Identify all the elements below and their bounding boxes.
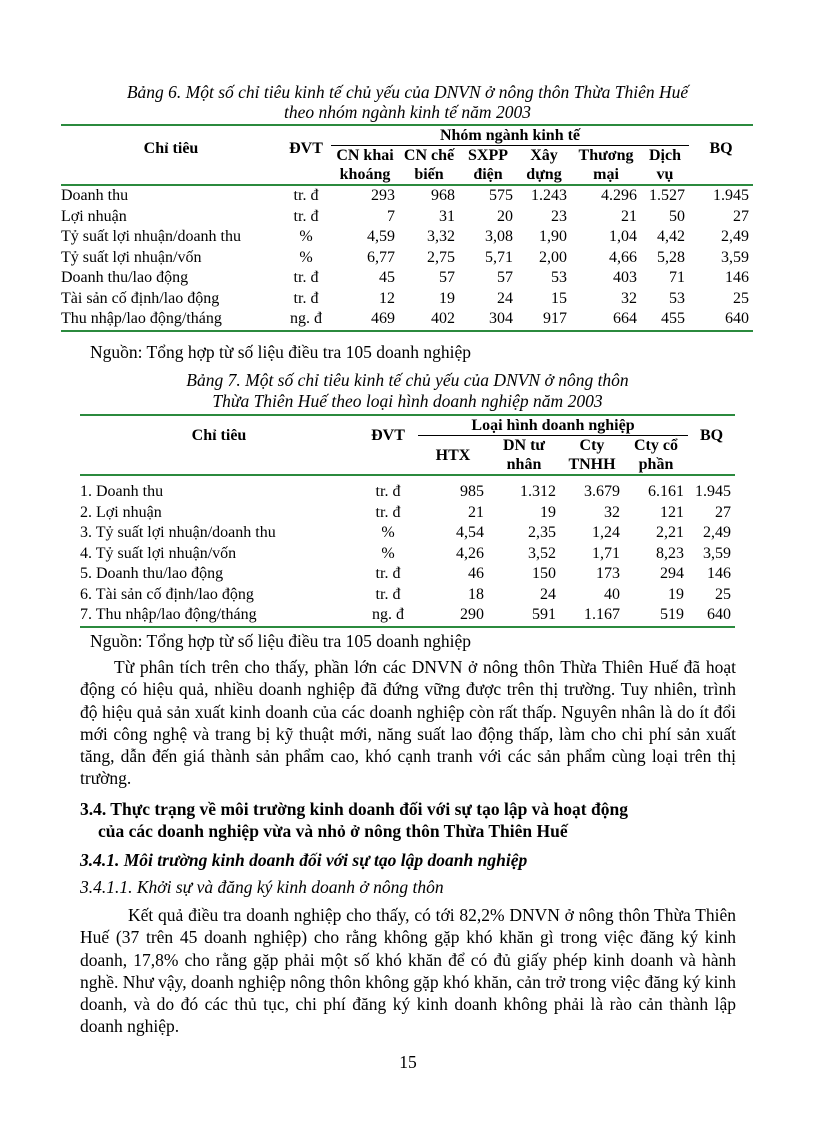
table-cell: 3,52 (528, 544, 556, 562)
table-cell: 985 (460, 483, 484, 500)
table-cell: 3,08 (485, 228, 513, 245)
table-cell: 455 (661, 310, 685, 327)
table-cell: 146 (725, 269, 749, 286)
table6-col-header: Dịch vụ (649, 147, 681, 183)
table6-caption-line2: theo nhóm ngành kinh tế năm 2003 (284, 102, 531, 122)
table-cell: 31 (439, 207, 455, 225)
row-label: 2. Lợi nhuận (80, 503, 162, 521)
table-row (61, 185, 753, 207)
table6-caption-line1: Bảng 6. Một số chỉ tiêu kinh tế chủ yếu của DNVN ở nông thôn Thừa Thiên Huế (126, 82, 689, 102)
table-cell: 2,00 (539, 248, 567, 266)
table-cell: 1.312 (520, 483, 556, 500)
table-cell: 50 (669, 207, 685, 225)
table-cell: 57 (439, 269, 455, 286)
table-cell: 71 (669, 269, 685, 286)
table-cell: 20 (497, 207, 513, 225)
table-cell: 21 (621, 207, 637, 225)
table-cell: 57 (497, 269, 513, 286)
heading-3-4-1-1: 3.4.1.1. Khởi sự và đăng ký kinh doanh ở nông thôn (80, 877, 444, 897)
table-cell: 12 (379, 289, 395, 307)
table-cell: 403 (613, 269, 637, 286)
table-cell: 968 (431, 187, 455, 204)
table-cell: 18 (468, 585, 484, 603)
row-unit: ng. đ (372, 606, 404, 623)
table-cell: 3,59 (703, 544, 731, 562)
table-cell: 2,75 (427, 248, 455, 266)
table-cell: 19 (668, 585, 684, 603)
row-label: Tài sản cố định/lao động (61, 289, 220, 307)
table-row (61, 248, 753, 269)
table-cell: 5,71 (485, 248, 513, 266)
row-unit: % (381, 544, 395, 562)
table-cell: 46 (468, 565, 484, 582)
table-cell: 5,28 (657, 248, 685, 266)
table-cell: 1.945 (695, 483, 731, 500)
table-cell: 8,23 (656, 544, 684, 562)
page-number: 15 (399, 1052, 417, 1072)
paragraph-1-text: Từ phân tích trên cho thấy, phần lớn các DNVN ở nông thôn Thừa Thiên Huế đã hoạt động có hiệu quả, nhiều doanh nghiệp đã đứng vững được trên thị trường. Tuy nhiên, trình độ hiệu quả sản xuất kinh doanh của các doanh nghiệp còn rất thấp. Nguyên nhân là do ít đổi mới công nghệ và trang bị kỹ thuật mới, năng suất lao động thấp, làm cho chi phí sản xuất tăng, dẫn đến giá thành sản phẩm cao, khó cạnh tranh với các sản phẩm cùng loại trên thị trường. (80, 657, 736, 789)
table-cell: 4,26 (456, 544, 484, 562)
row-label: Thu nhập/lao động/tháng (61, 310, 222, 327)
row-label: Doanh thu/lao động (61, 269, 189, 286)
table-cell: 15 (551, 289, 567, 307)
row-unit: % (299, 228, 313, 245)
table-row (80, 482, 735, 503)
table-cell: 4,42 (657, 228, 685, 245)
table-cell: 469 (371, 310, 395, 327)
table-row (80, 523, 735, 544)
table-cell: 19 (540, 503, 556, 521)
row-label: Tỷ suất lợi nhuận/vốn (61, 248, 202, 266)
row-unit: tr. đ (293, 207, 319, 225)
table-row (61, 207, 753, 228)
table-cell: 6,77 (367, 248, 395, 266)
table-cell: 4,59 (367, 228, 395, 245)
table-cell: 40 (604, 585, 620, 603)
paragraph-1 (80, 656, 736, 790)
table7-header-avg: BQ (688, 415, 735, 475)
paragraph-2-text: Kết quả điều tra doanh nghiệp cho thấy, có tới 82,2% DNVN ở nông thôn Thừa Thiên Huế (37 trên 45 doanh nghiệp) cho rằng không gặp khó khăn gì trong việc đăng ký kinh doanh, 17,8% cho rằng gặp phải một số khó khăn để có đủ giấy phép kinh doanh và hành nghề. Như vậy, doanh nghiệp nông thôn không gặp khó khăn, cản trở trong việc đăng ký kinh doanh, và do đó các thủ tục, chi phí đăng ký kinh doanh không phải là rào cản thành lập doanh nghiệp. (80, 905, 736, 1037)
table6-col-header: Thương mại (578, 147, 634, 183)
table-row (80, 544, 735, 565)
table-cell: 2,49 (721, 228, 749, 245)
table-cell: 664 (613, 310, 637, 327)
table6-col-header: SXPP điện (468, 147, 508, 183)
table-cell: 7 (387, 207, 395, 225)
table-cell: 32 (604, 503, 620, 521)
table-cell: 150 (532, 565, 556, 582)
table6-col-header: CN chế biến (403, 147, 455, 183)
heading-3-4-line2: của các doanh nghiệp vừa và nhỏ ở nông thôn Thừa Thiên Huế (98, 821, 568, 841)
table-cell: 4,66 (609, 248, 637, 266)
row-label: 7. Thu nhập/lao động/tháng (80, 606, 257, 623)
table7-col-header: HTX (435, 446, 471, 464)
table7-col-header: Cty cổ phần (634, 437, 678, 473)
table-cell: 3.679 (584, 483, 620, 500)
row-unit: tr. đ (293, 187, 319, 204)
table6-header-indicator: Chỉ tiêu (61, 125, 281, 185)
table-row (61, 227, 753, 248)
table-cell: 575 (489, 187, 513, 204)
table-cell: 25 (715, 585, 731, 603)
row-unit: tr. đ (375, 585, 401, 603)
table-cell: 53 (669, 289, 685, 307)
table-cell: 27 (733, 207, 749, 225)
table-cell: 53 (551, 269, 567, 286)
table-cell: 3,32 (427, 228, 455, 245)
table-cell: 519 (660, 606, 684, 623)
paragraph-2 (80, 904, 736, 1038)
table6 (61, 124, 753, 332)
table6-header-group: Nhóm ngành kinh tế (331, 125, 689, 146)
row-label: 6. Tài sản cố định/lao động (80, 585, 254, 603)
table-cell: 25 (733, 289, 749, 307)
table-cell: 640 (725, 310, 749, 327)
row-label: Lợi nhuận (61, 207, 127, 225)
table-row (61, 309, 753, 331)
table7-col-header: DN tư nhân (502, 437, 546, 473)
table-row (61, 289, 753, 310)
table-cell: 121 (660, 503, 684, 521)
table-cell: 4.296 (601, 187, 637, 204)
table-cell: 173 (596, 565, 620, 582)
table7-col-header: Cty TNHH (568, 437, 616, 473)
table-cell: 591 (532, 606, 556, 623)
table-row (80, 564, 735, 585)
row-unit: tr. đ (293, 269, 319, 286)
table-cell: 24 (497, 289, 513, 307)
table-cell: 24 (540, 585, 556, 603)
table7 (80, 414, 735, 628)
table7-caption-line2: Thừa Thiên Huế theo loại hình doanh nghiệp năm 2003 (212, 391, 603, 411)
table-cell: 1,71 (592, 544, 620, 562)
row-label: Tỷ suất lợi nhuận/doanh thu (61, 228, 241, 245)
table6-col-header: CN khai khoáng (336, 147, 394, 183)
table-cell: 640 (707, 606, 731, 623)
row-unit: % (381, 524, 395, 541)
table-cell: 6.161 (648, 483, 684, 500)
row-unit: ng. đ (290, 310, 322, 327)
table6-header-avg: BQ (689, 125, 753, 185)
row-unit: tr. đ (375, 503, 401, 521)
table-cell: 1.243 (531, 187, 567, 204)
table-cell: 1.167 (584, 606, 620, 623)
table-cell: 19 (439, 289, 455, 307)
table7-header-group: Loại hình doanh nghiệp (418, 415, 688, 436)
table6-col-header: Xây dựng (526, 147, 562, 183)
table-cell: 2,21 (656, 524, 684, 541)
table-cell: 1.945 (713, 187, 749, 204)
table-cell: 290 (460, 606, 484, 623)
row-label: 1. Doanh thu (80, 483, 164, 500)
table-cell: 23 (551, 207, 567, 225)
table7-caption-line1: Bảng 7. Một số chỉ tiêu kinh tế chủ yếu của DNVN ở nông thôn (186, 370, 629, 390)
row-unit: tr. đ (375, 565, 401, 582)
row-label: 4. Tỷ suất lợi nhuận/vốn (80, 544, 237, 562)
table-cell: 1,90 (539, 228, 567, 245)
table-row (80, 585, 735, 606)
table-cell: 45 (379, 269, 395, 286)
table-cell: 294 (660, 565, 684, 582)
row-unit: tr. đ (293, 289, 319, 307)
table6-source: Nguồn: Tổng hợp từ số liệu điều tra 105 doanh nghiệp (90, 342, 472, 362)
table-cell: 27 (715, 503, 731, 521)
table-cell: 2,49 (703, 524, 731, 541)
row-label: 3. Tỷ suất lợi nhuận/doanh thu (80, 524, 276, 541)
heading-3-4-1: 3.4.1. Môi trường kinh doanh đối với sự tạo lập doanh nghiệp (80, 850, 528, 870)
heading-3-4 (80, 798, 740, 842)
table-row (80, 605, 735, 627)
table-cell: 293 (371, 187, 395, 204)
table-cell: 32 (621, 289, 637, 307)
table7-header-unit: ĐVT (358, 415, 418, 475)
table-cell: 3,59 (721, 248, 749, 266)
heading-3-4-line1: 3.4. Thực trạng về môi trường kinh doanh đối với sự tạo lập và hoạt động (80, 799, 628, 819)
table-cell: 1,04 (609, 228, 637, 245)
row-label: 5. Doanh thu/lao động (80, 565, 224, 582)
row-unit: tr. đ (375, 483, 401, 500)
table-row (61, 268, 753, 289)
table-row (80, 503, 735, 524)
table-cell: 1,24 (592, 524, 620, 541)
table-cell: 1.527 (649, 187, 685, 204)
table-cell: 146 (707, 565, 731, 582)
table7-header-indicator: Chỉ tiêu (80, 415, 358, 475)
table-cell: 917 (543, 310, 567, 327)
table7-source: Nguồn: Tổng hợp từ số liệu điều tra 105 doanh nghiệp (90, 631, 472, 651)
table-cell: 21 (468, 503, 484, 521)
row-unit: % (299, 248, 313, 266)
table-cell: 4,54 (456, 524, 484, 541)
table-cell: 2,35 (528, 524, 556, 541)
table-cell: 304 (489, 310, 513, 327)
table6-header-unit: ĐVT (281, 125, 331, 185)
row-label: Doanh thu (61, 187, 129, 204)
table-cell: 402 (431, 310, 455, 327)
